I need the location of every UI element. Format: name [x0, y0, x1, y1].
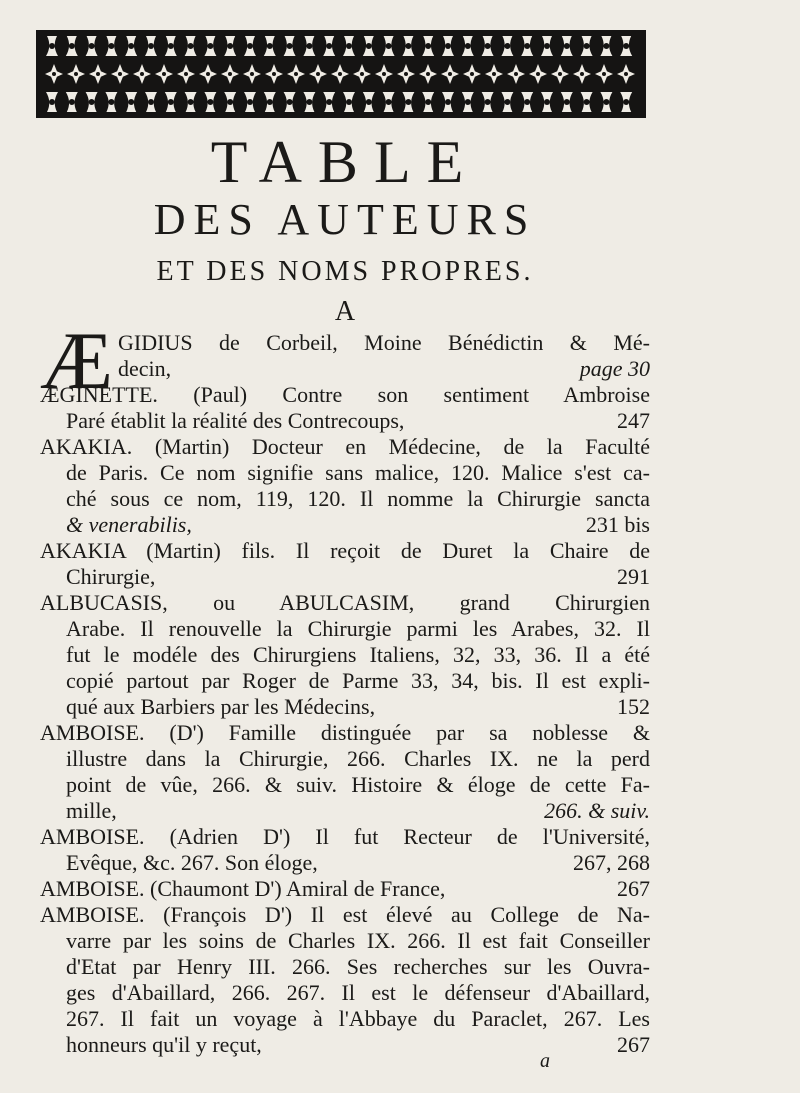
entry-line: ÆGINETTE. (Paul) Contre son sentiment Ambroise [40, 382, 650, 407]
ornament-row-middle [42, 61, 640, 87]
entry-line [66, 798, 650, 824]
entry-line [66, 850, 650, 876]
page-ref: 266. & suiv. [544, 798, 650, 823]
page-subtitle: DES AUTEURS [153, 195, 537, 244]
entry-line: AKAKIA (Martin) fils. Il reçoit de Duret la Chaire de [40, 538, 650, 563]
ornamental-header-band [36, 30, 646, 118]
page-subtitle-2: ET DES NOMS PROPRES. [156, 256, 534, 287]
entry-text: Evêque, &c. 267. Son éloge, [66, 850, 318, 875]
entry-line: ges d'Abaillard, 266. 267. Il est le défenseur d'Abaillard, [66, 980, 650, 1005]
entry-line: point de vûe, 266. & suiv. Histoire & éloge de cette Fa- [66, 772, 650, 797]
entry-text: qué aux Barbiers par les Médecins, [66, 694, 376, 719]
entry-line: AMBOISE. (Adrien D') Il fut Recteur de l'Université, [40, 824, 650, 849]
entry-text: Chirurgie, [66, 564, 156, 589]
entry-line: GIDIUS de Corbeil, Moine Bénédictin & Mé- [118, 330, 650, 355]
signature-mark: a [540, 1050, 550, 1072]
page-ref: 291 [617, 564, 650, 589]
entry-line [66, 1032, 650, 1058]
entry-text: & venerabilis, [66, 512, 192, 537]
entry-line [66, 694, 650, 720]
section-letter: A [334, 296, 356, 327]
entry-line: fut le modéle des Chirurgiens Italiens, 32, 33, 36. Il a été [66, 642, 650, 667]
entry-line [66, 512, 650, 538]
page-ref: 267 [617, 1032, 650, 1057]
entry-line: Arabe. Il renouvelle la Chirurgie parmi les Arabes, 32. Il [66, 616, 650, 641]
entry-line [66, 564, 650, 590]
entry-line [66, 408, 650, 434]
entry-line: AKAKIA. (Martin) Docteur en Médecine, de la Faculté [40, 434, 650, 459]
entry-line: d'Etat par Henry III. 266. Ses recherches sur les Ouvra- [66, 954, 650, 979]
entry-text: decin, [118, 356, 172, 381]
entry-line: illustre dans la Chirurgie, 266. Charles IX. ne la perd [66, 746, 650, 771]
entry-line: copié partout par Roger de Parme 33, 34, bis. Il est expli- [66, 668, 650, 693]
entry-line: AMBOISE. (François D') Il est élevé au College de Na- [40, 902, 650, 927]
entry-text: AMBOISE. (Chaumont D') Amiral de France, [40, 876, 446, 901]
ornament-row-top [42, 34, 640, 58]
page-ref: page 30 [579, 356, 650, 381]
entry-line: de Paris. Ce nom signifie sans malice, 120. Malice s'est ca- [66, 460, 650, 485]
entry-line: AMBOISE. (D') Famille distinguée par sa noblesse & [40, 720, 650, 745]
entry-text: mille, [66, 798, 117, 823]
ornament-row-bottom [42, 90, 640, 114]
page-ref: 267 [617, 876, 650, 901]
drop-cap: Æ [40, 315, 113, 406]
page-ref: 267, 268 [573, 850, 650, 875]
entry-text: Paré établit la réalité des Contrecoups, [66, 408, 405, 433]
page-ref: 231 bis [585, 512, 650, 537]
entry-line: varre par les soins de Charles IX. 266. Il est fait Conseiller [66, 928, 650, 953]
page-title: TABLE [210, 129, 480, 195]
page-ref: 247 [617, 408, 650, 433]
entry-line [118, 356, 650, 382]
entry-line: ALBUCASIS, ou ABULCASIM, grand Chirurgien [40, 590, 650, 615]
entry-line [40, 876, 650, 902]
entry-line: ché sous ce nom, 119, 120. Il nomme la Chirurgie sancta [66, 486, 650, 511]
entry-line: 267. Il fait un voyage à l'Abbaye du Paraclet, 267. Les [66, 1006, 650, 1031]
page-ref: 152 [617, 694, 650, 719]
entry-text: honneurs qu'il y reçut, [66, 1032, 262, 1057]
